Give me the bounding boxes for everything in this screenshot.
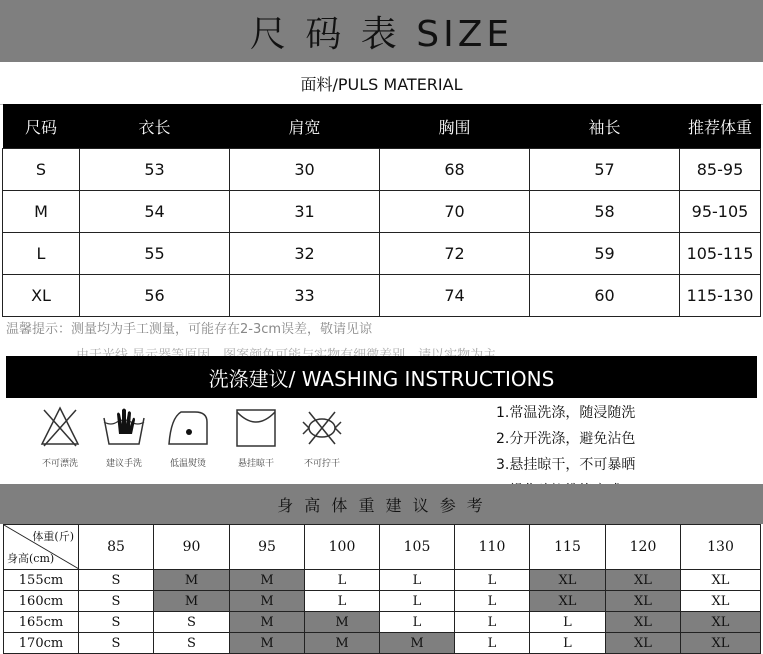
- size-cell: M: [230, 570, 305, 591]
- size-cell: XL: [606, 633, 681, 654]
- size-cell: L: [380, 591, 455, 612]
- table-cell: 53: [80, 149, 230, 191]
- size-cell: L: [455, 633, 530, 654]
- table-cell: L: [3, 233, 80, 275]
- care-icon-label: 悬挂晾干: [237, 459, 274, 469]
- height-label: 170cm: [4, 633, 79, 654]
- height-label: 155cm: [4, 570, 79, 591]
- title-banner: [0, 0, 763, 62]
- table-cell: 30: [230, 149, 380, 191]
- table-cell: 32: [230, 233, 380, 275]
- weight-header: 130: [681, 525, 761, 570]
- size-cell: L: [530, 612, 606, 633]
- size-cell: L: [380, 570, 455, 591]
- measurement-note: 温馨提示：测量均为手工测量，可能存在2-3cm误差，敬请见谅: [6, 322, 373, 337]
- size-cell: XL: [530, 591, 606, 612]
- size-table-header: [3, 104, 761, 149]
- no-wring-icon: [299, 404, 345, 450]
- table-cell: 60: [530, 275, 680, 317]
- table-cell: 74: [380, 275, 530, 317]
- table-cell: M: [3, 191, 80, 233]
- weight-header: 115: [530, 525, 606, 570]
- header-weight: 推荐体重: [680, 104, 761, 149]
- table-corner: [4, 525, 79, 570]
- hang-dry-icon: [233, 404, 279, 450]
- table-row: [4, 612, 761, 633]
- weight-header: 105: [380, 525, 455, 570]
- care-icon-label: 不可拧干: [303, 459, 340, 469]
- size-cell: S: [154, 612, 230, 633]
- table-cell: 54: [80, 191, 230, 233]
- size-cell: S: [79, 570, 154, 591]
- care-icon-item: [158, 404, 218, 469]
- height-weight-table: [3, 524, 761, 654]
- header-shoulder: 肩宽: [230, 104, 380, 149]
- size-cell: S: [79, 591, 154, 612]
- size-cell: XL: [530, 570, 606, 591]
- table-cell: 33: [230, 275, 380, 317]
- size-cell: M: [230, 633, 305, 654]
- reference-title: 身 高 体 重 建 议 参 考: [0, 484, 763, 524]
- size-cell: XL: [681, 633, 761, 654]
- weight-header: 95: [230, 525, 305, 570]
- table-row: [3, 275, 761, 317]
- care-icon-label: 不可漂洗: [41, 459, 78, 469]
- care-icon-item: [94, 404, 154, 469]
- size-cell: M: [305, 612, 380, 633]
- weight-header: 110: [455, 525, 530, 570]
- hand-wash-icon: [101, 404, 147, 450]
- table-cell: 115-130: [680, 275, 761, 317]
- size-cell: M: [230, 612, 305, 633]
- table-cell: 58: [530, 191, 680, 233]
- size-cell: L: [305, 570, 380, 591]
- instruction-item: 1.常温洗涤，随浸随洗: [496, 405, 636, 421]
- care-icon-item: [292, 404, 352, 469]
- table-cell: 57: [530, 149, 680, 191]
- care-icon-item: [30, 404, 90, 469]
- table-cell: 68: [380, 149, 530, 191]
- table-cell: 59: [530, 233, 680, 275]
- size-cell: L: [455, 591, 530, 612]
- care-icon-label: 建议手洗: [105, 459, 142, 469]
- size-cell: S: [79, 612, 154, 633]
- size-cell: L: [455, 570, 530, 591]
- table-row: [3, 233, 761, 275]
- table-cell: 85-95: [680, 149, 761, 191]
- weight-header: 100: [305, 525, 380, 570]
- weight-header-row: [4, 525, 761, 570]
- header-sleeve: 袖长: [530, 104, 680, 149]
- header-length: 衣长: [80, 104, 230, 149]
- table-cell: 31: [230, 191, 380, 233]
- size-cell: XL: [681, 570, 761, 591]
- size-cell: XL: [681, 612, 761, 633]
- size-cell: XL: [606, 591, 681, 612]
- size-cell: M: [380, 633, 455, 654]
- instruction-item: 2.分开洗涤，避免沾色: [496, 431, 636, 447]
- height-label: 165cm: [4, 612, 79, 633]
- weight-header: 85: [79, 525, 154, 570]
- size-cell: XL: [681, 591, 761, 612]
- care-icons: [30, 404, 360, 484]
- table-row: [4, 633, 761, 654]
- table-row: [4, 591, 761, 612]
- care-icon-label: 低温熨烫: [169, 459, 206, 469]
- washing-title: 洗涤建议/ WASHING INSTRUCTIONS: [6, 356, 757, 398]
- washing-instructions: [496, 400, 635, 488]
- no-bleach-icon: [38, 404, 82, 450]
- size-cell: M: [154, 570, 230, 591]
- size-cell: S: [79, 633, 154, 654]
- table-row: [3, 191, 761, 233]
- size-cell: L: [380, 612, 455, 633]
- height-label: 160cm: [4, 591, 79, 612]
- header-chest: 胸围: [380, 104, 530, 149]
- size-cell: M: [305, 633, 380, 654]
- low-iron-icon: [165, 404, 211, 450]
- table-row: [4, 570, 761, 591]
- weight-header: 120: [606, 525, 681, 570]
- size-cell: L: [530, 633, 606, 654]
- weight-header: 90: [154, 525, 230, 570]
- table-cell: 56: [80, 275, 230, 317]
- instruction-item: 3.悬挂晾干，不可暴晒: [496, 457, 636, 473]
- table-cell: XL: [3, 275, 80, 317]
- size-cell: L: [455, 612, 530, 633]
- corner-height-label: 身高(cm): [7, 552, 55, 565]
- color-note: [76, 344, 496, 356]
- page-title: 尺 码 表 SIZE: [249, 13, 514, 55]
- header-size: 尺码: [3, 104, 80, 149]
- size-cell: M: [230, 591, 305, 612]
- table-cell: 95-105: [680, 191, 761, 233]
- table-cell: 105-115: [680, 233, 761, 275]
- care-icon-item: [226, 404, 286, 469]
- table-cell: 72: [380, 233, 530, 275]
- table-cell: 70: [380, 191, 530, 233]
- size-cell: L: [305, 591, 380, 612]
- size-cell: S: [154, 633, 230, 654]
- size-cell: XL: [606, 570, 681, 591]
- material-label: 面料/PULS MATERIAL: [0, 62, 763, 105]
- table-cell: 55: [80, 233, 230, 275]
- corner-weight-label: 体重(斤): [32, 530, 74, 543]
- table-row: [3, 149, 761, 191]
- size-table: [2, 104, 761, 317]
- table-cell: S: [3, 149, 80, 191]
- size-cell: XL: [606, 612, 681, 633]
- size-cell: M: [154, 591, 230, 612]
